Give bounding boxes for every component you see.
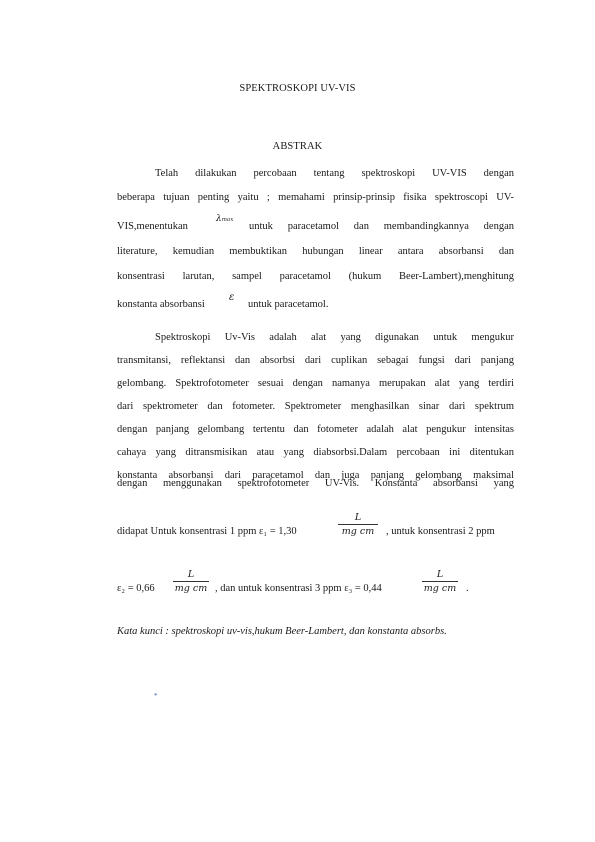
footnote-mark: * bbox=[154, 692, 158, 700]
text-line: . bbox=[466, 583, 469, 594]
text-line: , untuk konsentrasi 2 ppm bbox=[386, 526, 495, 537]
text-line: untuk paracetamol. bbox=[248, 299, 329, 310]
text-line: cahaya yang ditransmisikan atau yang diabsorbsi.Dalam percobaan ini ditentukan bbox=[117, 447, 514, 458]
text-line: konsentrasi larutan, sampel paracetamol (hukum Beer-Lambert),menghitung bbox=[117, 271, 514, 282]
unit-fraction: L mg cm bbox=[338, 511, 378, 538]
text-line: untuk paracetamol dan membandingkannya dengan bbox=[249, 221, 514, 232]
text-line: ε₂ = 0,66 bbox=[117, 583, 155, 594]
epsilon-symbol: ε bbox=[229, 292, 235, 303]
text-line: Telah dilakukan percobaan tentang spektroskopi UV-VIS dengan bbox=[155, 168, 514, 179]
text-line: dengan menggunakan spektrofotometer UV-Vis. Konstanta absorbansi yang bbox=[117, 478, 514, 489]
text-line: Spektroskopi Uv-Vis adalah alat yang digunakan untuk mengukur bbox=[155, 332, 514, 343]
text-line: konstanta absorbansi dari paracetamol dan juga panjang gelombang maksimal bbox=[117, 470, 514, 481]
text-line: , dan untuk konsentrasi 3 ppm ε₃ = 0,44 bbox=[215, 583, 382, 594]
text-line: beberapa tujuan penting yaitu ; memahami prinsip-prinsip fisika spektroscopi UV- bbox=[117, 192, 514, 203]
text-line: transmitansi, reflektansi dan absorbsi dari cuplikan sebagai fungsi dari panjang bbox=[117, 355, 514, 366]
text-line: dengan panjang gelombang tertentu dan fotometer adalah alat pengukur intensitas bbox=[117, 424, 514, 435]
text-line: gelombang. Spektrofotometer sesuai dengan namanya merupakan alat yang terdiri bbox=[117, 378, 514, 389]
keywords-line: Kata kunci : spektroskopi uv-vis,hukum Beer-Lambert, dan konstanta absorbs. bbox=[117, 626, 447, 637]
text-line: VIS,menentukan bbox=[117, 221, 188, 232]
lambda-max-symbol: λmax bbox=[216, 214, 234, 224]
unit-fraction: L mg cm bbox=[174, 569, 208, 594]
document-title: SPEKTROSKOPI UV-VIS bbox=[239, 83, 356, 94]
text-line: literature, kemudian membuktikan hubungan linear antara absorbansi dan bbox=[117, 246, 514, 257]
text-line: didapat Untuk konsentrasi 1 ppm ε₁ = 1,30 bbox=[117, 526, 297, 537]
section-heading: ABSTRAK bbox=[272, 141, 323, 152]
text-line: dari spektrometer dan fotometer. Spektrometer menghasilkan sinar dari spektrum bbox=[117, 401, 514, 412]
unit-fraction: L mg cm bbox=[423, 569, 457, 594]
text-line: konstanta absorbansi bbox=[117, 299, 205, 310]
